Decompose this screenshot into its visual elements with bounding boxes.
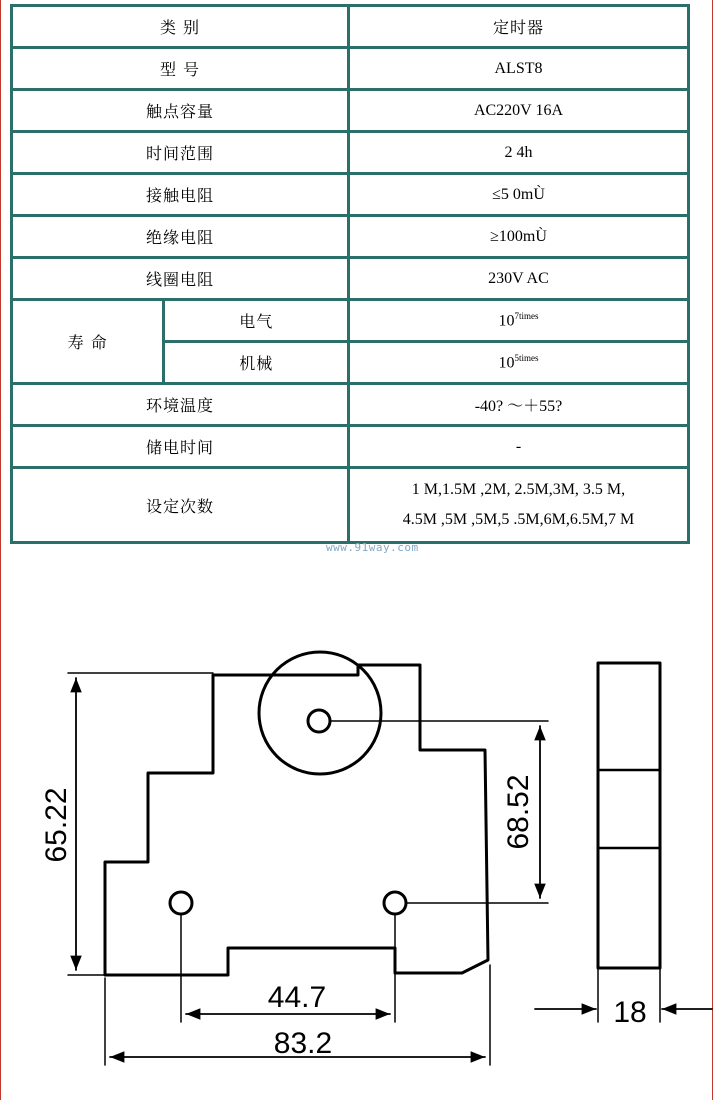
life-mechanical-base: 10 [498, 354, 515, 372]
row-label: 类 别 [12, 6, 349, 48]
row-label: 时间范围 [12, 132, 349, 174]
table-row [12, 258, 689, 300]
row-value: 230V AC [348, 258, 688, 300]
dim-68-label: 68.52 [502, 774, 535, 850]
row-label: 储电时间 [12, 426, 349, 468]
row-value: - [348, 426, 688, 468]
table-row [12, 6, 689, 48]
row-value: ≤5 0mÙ [348, 174, 688, 216]
row-value: ALST8 [348, 48, 688, 90]
row-label: 线圈电阻 [12, 258, 349, 300]
life-label: 寿 命 [12, 300, 164, 384]
table-row [12, 90, 689, 132]
life-electrical-value [348, 300, 688, 342]
dim-44-label: 44.7 [267, 981, 327, 1014]
dim-65-label: 65.22 [40, 787, 73, 863]
life-mechanical-value [348, 342, 688, 384]
boss-circle [259, 652, 381, 774]
life-electrical-base: 10 [498, 312, 515, 330]
dim-18-label: 18 [613, 996, 647, 1029]
table-row [12, 216, 689, 258]
settings-line-1: 1 M,1.5M ,2M, 2.5M,3M, 3.5 M, [411, 481, 626, 498]
row-label: 型 号 [12, 48, 349, 90]
row-value: -40? ～＋55? [348, 384, 688, 426]
dimension-drawing [0, 590, 724, 1100]
life-mechanical-sup: 5times [514, 352, 539, 363]
table-row [12, 468, 689, 543]
row-label: 设定次数 [12, 468, 349, 543]
life-electrical-label: 电气 [164, 300, 349, 342]
hole-right [384, 892, 406, 914]
spec-table [10, 4, 690, 544]
row-value: ≥100mÙ [348, 216, 688, 258]
table-row [12, 426, 689, 468]
row-label: 绝缘电阻 [12, 216, 349, 258]
row-value: AC220V 16A [348, 90, 688, 132]
row-value: 定时器 [348, 6, 688, 48]
hole-top [308, 710, 330, 732]
settings-line-2: 4.5M ,5M ,5M,5 .5M,6M,6.5M,7 M [402, 511, 635, 528]
table-row [12, 48, 689, 90]
row-label: 环境温度 [12, 384, 349, 426]
life-electrical-sup: 7times [514, 310, 539, 321]
row-value: 2 4h [348, 132, 688, 174]
table-row [12, 174, 689, 216]
body-outline [105, 665, 488, 975]
settings-values [348, 468, 688, 543]
table-row [12, 384, 689, 426]
dim-83-label: 83.2 [273, 1027, 333, 1060]
table-row [12, 300, 689, 342]
row-label: 接触电阻 [12, 174, 349, 216]
table-row [12, 132, 689, 174]
side-view [598, 663, 660, 968]
watermark: www.91way.com [326, 541, 419, 554]
row-label: 触点容量 [12, 90, 349, 132]
life-mechanical-label: 机械 [164, 342, 349, 384]
hole-left [170, 892, 192, 914]
